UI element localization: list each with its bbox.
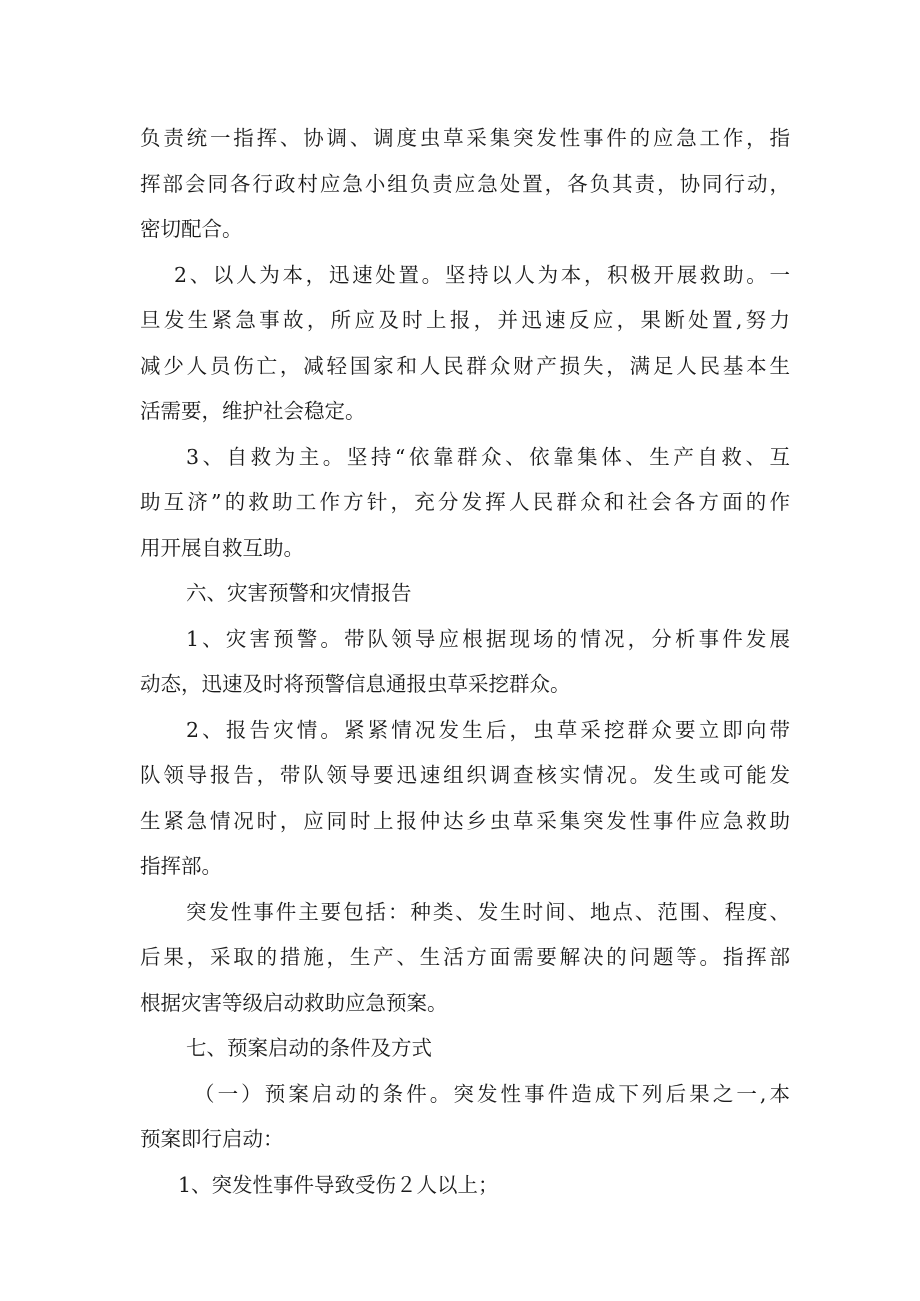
paragraph-line: 队领导报告，带队领导要迅速组织调查核实情况。发生或可能发 — [140, 763, 790, 787]
paragraph-line: （一）预案启动的条件。突发性事件造成下列后果之一,本 — [194, 1081, 790, 1106]
paragraph-line: 2、以人为本，迅速处置。坚持以人为本，积极开展救助。一 — [174, 262, 790, 287]
section-heading: 六、灾害预警和灾情报告 — [186, 581, 412, 605]
paragraph-line: 挥部会同各行政村应急小组负责应急处置，各负其责，协同行动， — [140, 171, 790, 196]
paragraph-line: 指挥部。 — [140, 854, 222, 878]
paragraph-line: 生紧急情况时，应同时上报仲达乡虫草采集突发性事件应急救助 — [140, 808, 790, 833]
paragraph-line: 预案即行启动： — [140, 1127, 284, 1151]
paragraph-line: 密切配合。 — [140, 217, 243, 241]
paragraph-line: 负责统一指挥、协调、调度虫草采集突发性事件的应急工作，指 — [140, 126, 790, 150]
section-heading: 七、预案启动的条件及方式 — [186, 1036, 432, 1060]
paragraph-line: 后果，采取的措施，生产、生活方面需要解决的问题等。指挥部 — [140, 945, 790, 969]
paragraph-line: 动态，迅速及时将预警信息通报虫草采挖群众。 — [140, 672, 571, 696]
paragraph-line: 3、自救为主。坚持“依靠群众、依靠集体、生产自救、互 — [186, 444, 790, 469]
paragraph-line: 根据灾害等级启动救助应急预案。 — [140, 990, 448, 1015]
paragraph-line: 2、报告灾情。紧紧情况发生后，虫草采挖群众要立即向带 — [186, 717, 790, 742]
paragraph-line: 助互济”的救助工作方针，充分发挥人民群众和社会各方面的作 — [140, 490, 790, 514]
paragraph-line: 用开展自救互助。 — [140, 535, 304, 560]
paragraph-line: 突发性事件主要包括：种类、发生时间、地点、范围、程度、 — [186, 899, 790, 924]
paragraph-line: 1、灾害预警。带队领导应根据现场的情况，分析事件发展 — [186, 626, 790, 651]
paragraph-line: 旦发生紧急事故，所应及时上报，并迅速反应，果断处置,努力 — [140, 308, 790, 332]
paragraph-line: 1、突发性事件导致受伤２人以上； — [178, 1172, 499, 1197]
paragraph-line: 活需要，维护社会稳定。 — [140, 399, 366, 423]
paragraph-line: 减少人员伤亡，减轻国家和人民群众财产损失，满足人民基本生 — [140, 353, 790, 378]
document-body — [140, 116, 790, 1208]
